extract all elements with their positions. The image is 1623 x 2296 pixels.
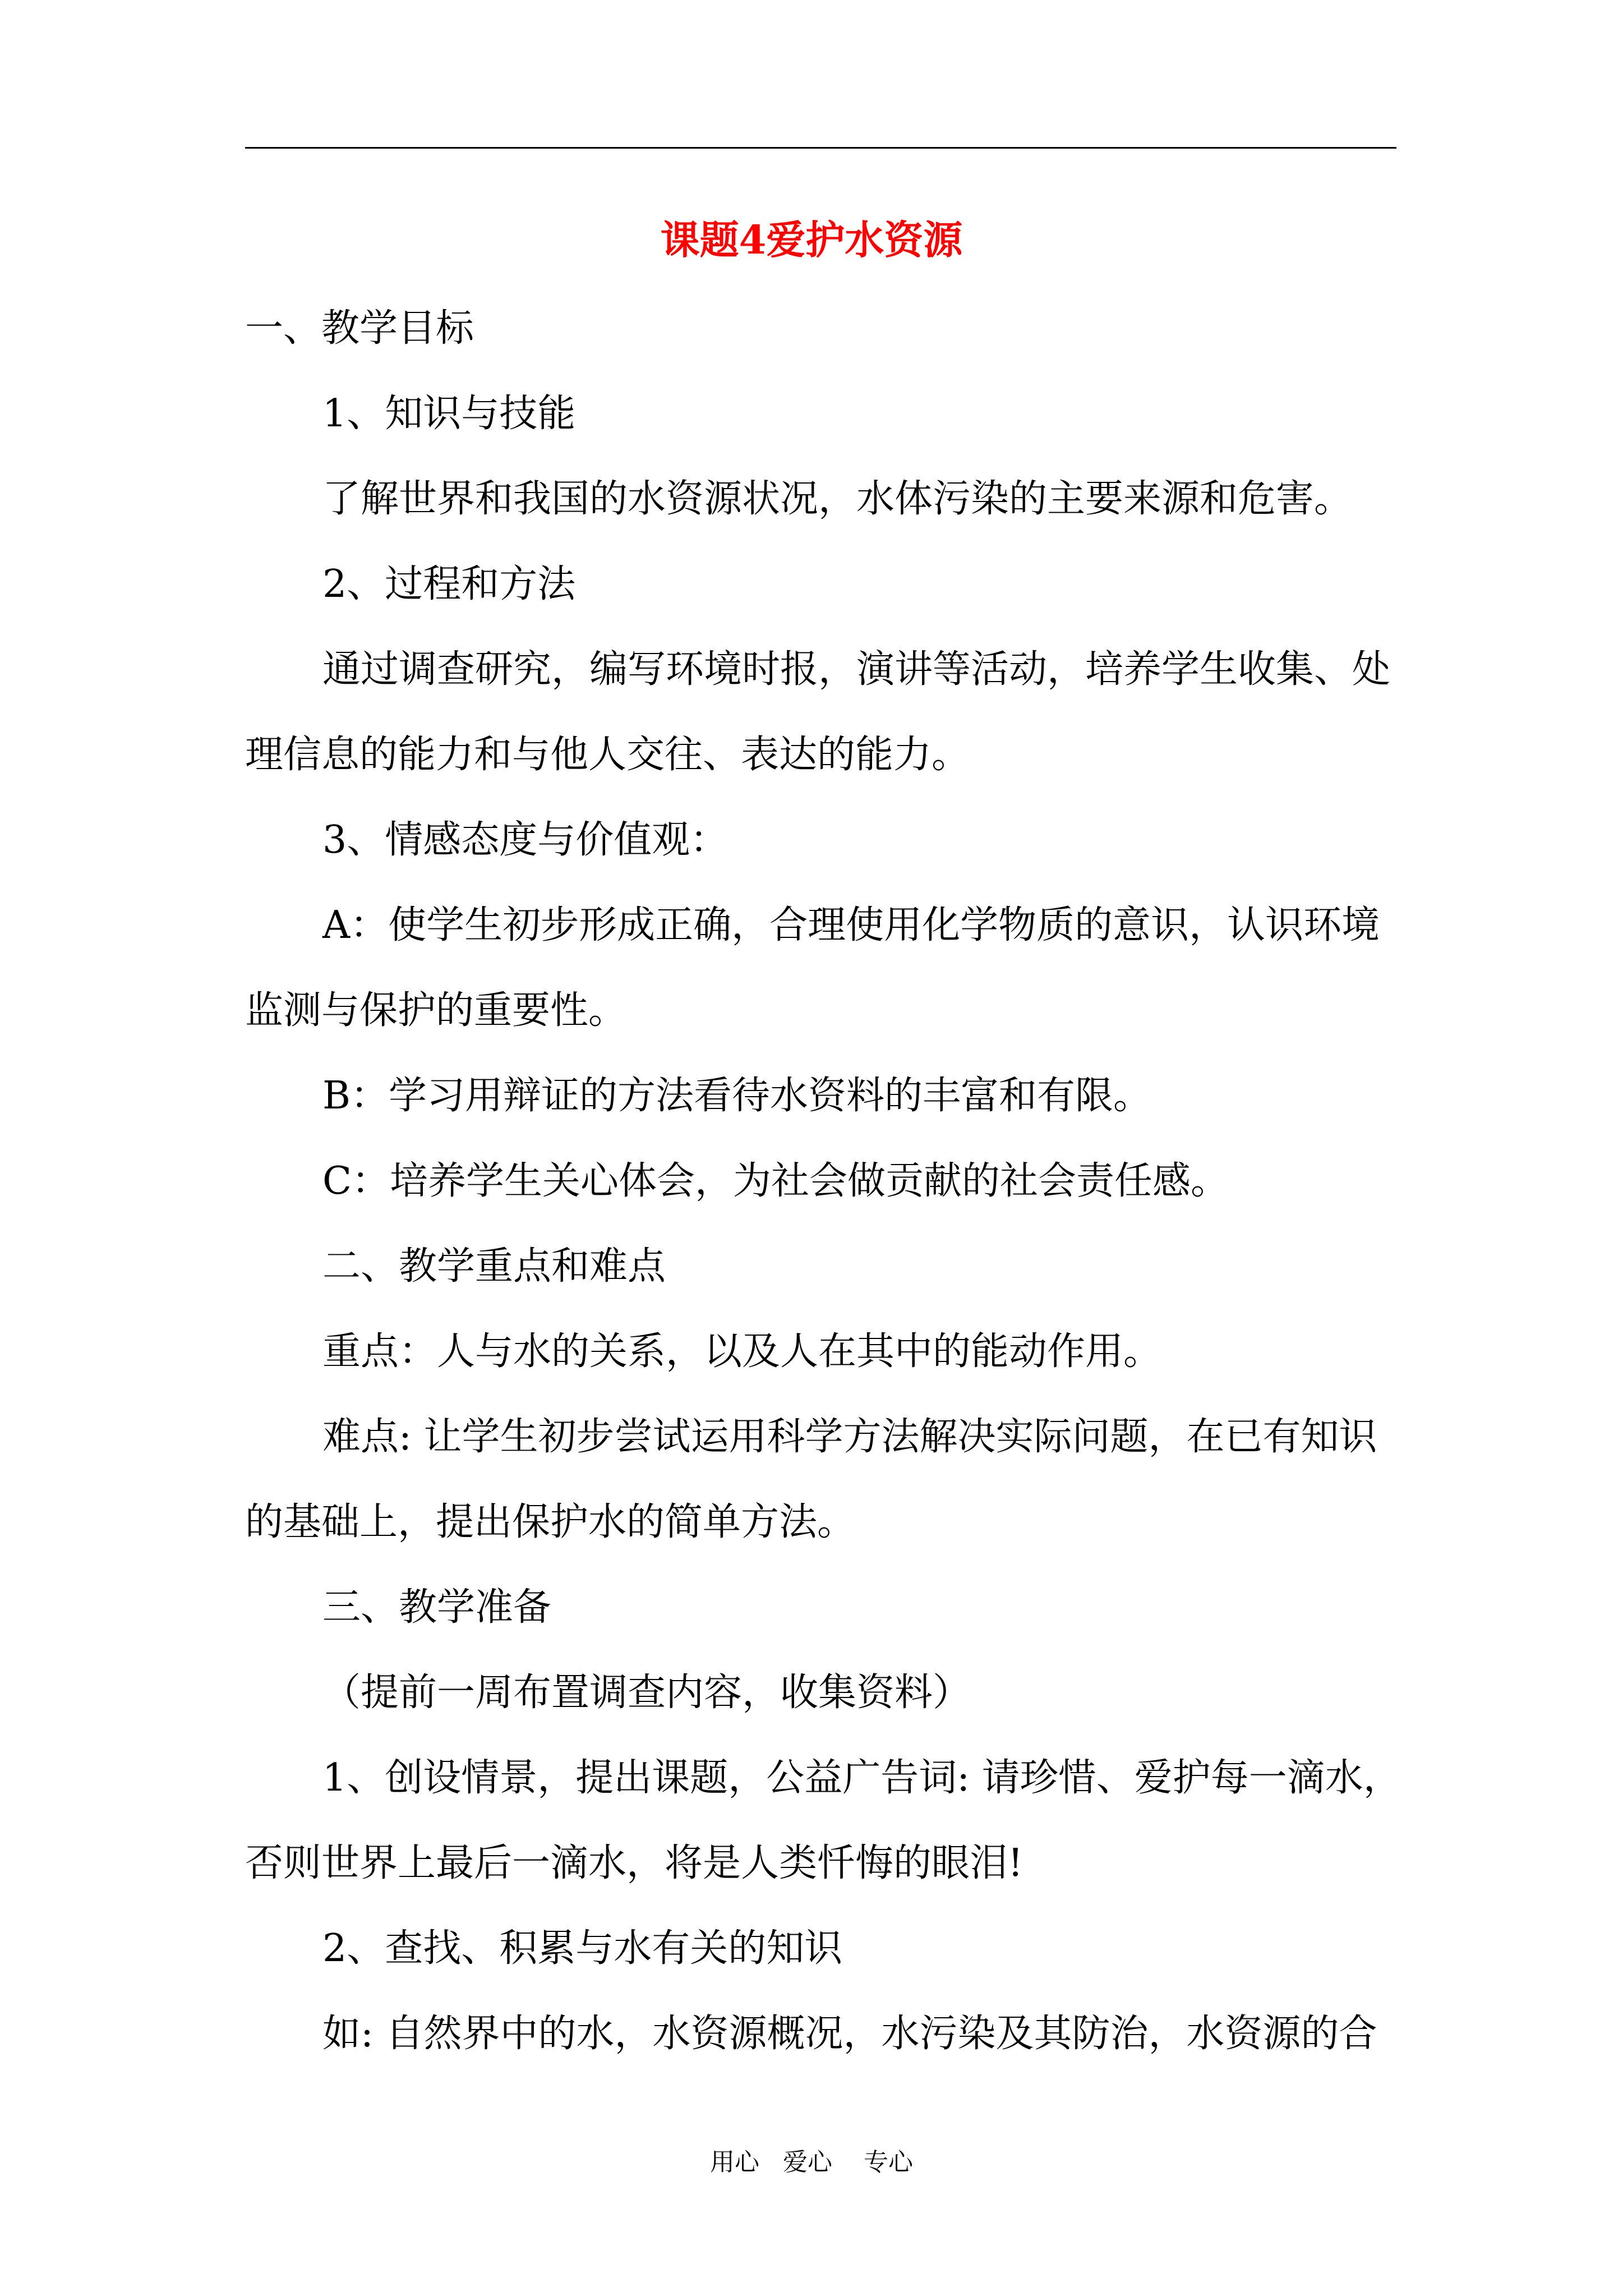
- paragraph-line: 了解世界和我国的水资源状况，水体污染的主要来源和危害。: [322, 477, 1353, 521]
- paragraph-line: 2、查找、积累与水有关的知识: [322, 1926, 843, 1971]
- paragraph-line: 的基础上，提出保护水的简单方法。: [245, 1500, 856, 1544]
- paragraph-line: 理信息的能力和与他人交往、表达的能力。: [245, 733, 970, 777]
- paragraph-line: 重点：人与水的关系，以及人在其中的能动作用。: [322, 1329, 1162, 1374]
- paragraph-line: 否则世界上最后一滴水，将是人类忏悔的眼泪!: [245, 1841, 1023, 1885]
- section-heading-objectives: 一、教学目标: [245, 306, 474, 351]
- subheading-process-method: 2、过程和方法: [322, 562, 576, 606]
- paragraph-line: 1、创设情景，提出课题，公益广告词: 请珍惜、爱护每一滴水，: [322, 1756, 1401, 1800]
- paragraph-line: C：培养学生关心体会，为社会做贡献的社会责任感。: [322, 1159, 1229, 1203]
- paragraph-line: 监测与保护的重要性。: [245, 988, 627, 1033]
- paragraph-line: A：使学生初步形成正确，合理使用化学物质的意识，认识环境: [322, 903, 1380, 947]
- header-rule: [245, 147, 1396, 149]
- page-footer: 用心 爱心 专心: [710, 2148, 913, 2177]
- subheading-attitude-values: 3、情感态度与价值观：: [322, 818, 728, 862]
- paragraph-line: 通过调查研究，编写环境时报，演讲等活动，培养学生收集、处: [322, 647, 1391, 692]
- document-title: 课题4爱护水资源: [660, 217, 963, 263]
- paragraph-line: （提前一周布置调查内容，收集资料）: [322, 1671, 971, 1715]
- paragraph-line: 如: 自然界中的水，水资源概况，水污染及其防治，水资源的合: [322, 2012, 1377, 2056]
- subheading-knowledge-skills: 1、知识与技能: [322, 392, 576, 436]
- section-heading-key-points: 二、教学重点和难点: [322, 1244, 666, 1289]
- section-heading-preparation: 三、教学准备: [322, 1585, 552, 1630]
- paragraph-line: 难点: 让学生初步尝试运用科学方法解决实际问题，在已有知识: [322, 1415, 1377, 1459]
- paragraph-line: B：学习用辩证的方法看待水资料的丰富和有限。: [322, 1074, 1151, 1118]
